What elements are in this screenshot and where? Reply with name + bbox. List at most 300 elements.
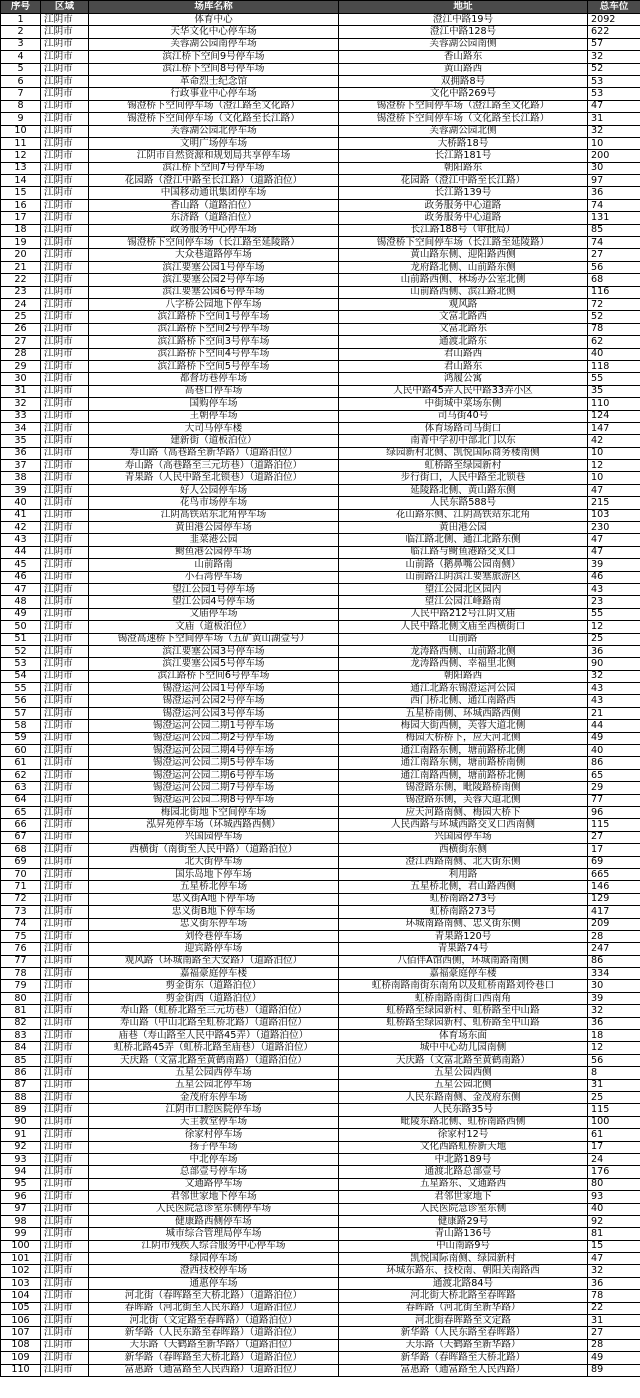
cell-index: 39	[1, 484, 41, 496]
cell-total-spaces: 32	[588, 51, 640, 63]
cell-address: 富惠路（通富路至人民西路）	[339, 1364, 588, 1376]
cell-total-spaces: 53	[588, 75, 640, 87]
cell-district: 江阴市	[41, 1265, 89, 1277]
table-row	[1, 608, 640, 620]
cell-district: 江阴市	[41, 373, 89, 385]
cell-index: 19	[1, 237, 41, 249]
cell-name: 庙巷（寿山路至人民中路45弄）（道路泊位）	[89, 1030, 339, 1042]
cell-address: 新华路（春晖路至大桥北路）	[339, 1352, 588, 1364]
cell-index: 36	[1, 447, 41, 459]
table-row	[1, 1129, 640, 1141]
cell-total-spaces: 17	[588, 1141, 640, 1153]
cell-address: 虹桥南路273号	[339, 906, 588, 918]
cell-index: 5	[1, 63, 41, 75]
cell-name: 滨江路桥下空间3号停车场	[89, 336, 339, 348]
cell-district: 江阴市	[41, 199, 89, 211]
cell-total-spaces: 334	[588, 968, 640, 980]
cell-index: 33	[1, 410, 41, 422]
cell-district: 江阴市	[41, 175, 89, 187]
cell-district: 江阴市	[41, 162, 89, 174]
cell-index: 67	[1, 831, 41, 843]
cell-district: 江阴市	[41, 621, 89, 633]
cell-name: 文明广场停车场	[89, 137, 339, 149]
cell-index: 74	[1, 918, 41, 930]
header-district: 区域	[41, 1, 89, 14]
table-row	[1, 113, 640, 125]
cell-district: 江阴市	[41, 484, 89, 496]
table-row	[1, 336, 640, 348]
cell-district: 江阴市	[41, 360, 89, 372]
cell-total-spaces: 622	[588, 26, 640, 38]
cell-name: 滨江桥下空间9号停车场	[89, 51, 339, 63]
cell-total-spaces: 55	[588, 608, 640, 620]
cell-address: 绿园新村北侧、凯悦国际商务楼南侧	[339, 447, 588, 459]
table-row	[1, 658, 640, 670]
cell-name: 滨江桥下空间7号停车场	[89, 162, 339, 174]
cell-address: 黄田港公园	[339, 522, 588, 534]
cell-address: 人民东路588号	[339, 497, 588, 509]
cell-index: 31	[1, 385, 41, 397]
cell-name: 人民医院急诊室东侧停车场	[89, 1203, 339, 1215]
cell-address: 春晖路（河北街至新华路）	[339, 1302, 588, 1314]
cell-total-spaces: 72	[588, 298, 640, 310]
cell-district: 江阴市	[41, 1315, 89, 1327]
cell-address: 青果路120号	[339, 930, 588, 942]
cell-index: 65	[1, 807, 41, 819]
table-row	[1, 26, 640, 38]
cell-name: 锡澄运河公园二期1号停车场	[89, 720, 339, 732]
cell-address: 青山路136号	[339, 1228, 588, 1240]
cell-address: 文富北路西	[339, 311, 588, 323]
cell-total-spaces: 40	[588, 348, 640, 360]
cell-name: 锡澄运河公园3号停车场	[89, 707, 339, 719]
cell-index: 69	[1, 856, 41, 868]
table-row	[1, 199, 640, 211]
cell-district: 江阴市	[41, 571, 89, 583]
cell-index: 78	[1, 968, 41, 980]
table-row	[1, 187, 640, 199]
cell-total-spaces: 18	[588, 1030, 640, 1042]
cell-index: 43	[1, 534, 41, 546]
cell-district: 江阴市	[41, 150, 89, 162]
table-row	[1, 807, 640, 819]
cell-district: 江阴市	[41, 1253, 89, 1265]
cell-total-spaces: 12	[588, 1042, 640, 1054]
cell-district: 江阴市	[41, 522, 89, 534]
table-row	[1, 137, 640, 149]
cell-index: 29	[1, 360, 41, 372]
cell-index: 79	[1, 980, 41, 992]
cell-total-spaces: 8	[588, 1067, 640, 1079]
cell-address: 龙涛路西侧、幸福里北侧	[339, 658, 588, 670]
cell-index: 58	[1, 720, 41, 732]
cell-district: 江阴市	[41, 1352, 89, 1364]
cell-index: 16	[1, 199, 41, 211]
table-row	[1, 472, 640, 484]
table-row	[1, 856, 640, 868]
cell-district: 江阴市	[41, 38, 89, 50]
cell-total-spaces: 17	[588, 844, 640, 856]
cell-total-spaces: 77	[588, 794, 640, 806]
cell-index: 90	[1, 1116, 41, 1128]
cell-name: 韭菜港公园	[89, 534, 339, 546]
cell-index: 28	[1, 348, 41, 360]
cell-index: 93	[1, 1153, 41, 1165]
cell-total-spaces: 35	[588, 385, 640, 397]
cell-name: 王朝停车场	[89, 410, 339, 422]
table-row	[1, 150, 640, 162]
table-row	[1, 249, 640, 261]
table-row	[1, 497, 640, 509]
cell-district: 江阴市	[41, 348, 89, 360]
table-row	[1, 583, 640, 595]
table-row	[1, 745, 640, 757]
table-row	[1, 323, 640, 335]
cell-address: 锡澄桥下空间停车场（澄江路至文化路）	[339, 100, 588, 112]
table-row	[1, 447, 640, 459]
cell-address: 天庆路（文富北路至黄鹤南路）	[339, 1054, 588, 1066]
cell-total-spaces: 147	[588, 422, 640, 434]
cell-index: 68	[1, 844, 41, 856]
cell-address: 五星公园西侧	[339, 1067, 588, 1079]
cell-address: 青果路74号	[339, 943, 588, 955]
cell-address: 龙府路北侧、山前路东侧	[339, 261, 588, 273]
cell-index: 81	[1, 1005, 41, 1017]
cell-district: 江阴市	[41, 534, 89, 546]
cell-name: 鲥鱼港公园停车场	[89, 546, 339, 558]
header-index: 序号	[1, 1, 41, 14]
cell-address: 文化西路虹桥新天地	[339, 1141, 588, 1153]
cell-total-spaces: 86	[588, 955, 640, 967]
cell-index: 53	[1, 658, 41, 670]
cell-name: 剪金街西（道路泊位）	[89, 992, 339, 1004]
cell-name: 芙蓉湖公园南停车场	[89, 38, 339, 50]
cell-total-spaces: 43	[588, 695, 640, 707]
cell-index: 105	[1, 1302, 41, 1314]
cell-index: 80	[1, 992, 41, 1004]
cell-address: 政务服务中心道路	[339, 199, 588, 211]
cell-address: 虹桥南路南街口西南角	[339, 992, 588, 1004]
cell-total-spaces: 28	[588, 1339, 640, 1351]
cell-address: 河北街春晖路至文定路	[339, 1315, 588, 1327]
cell-index: 25	[1, 311, 41, 323]
cell-total-spaces: 28	[588, 930, 640, 942]
cell-district: 江阴市	[41, 125, 89, 137]
cell-name: 忠义街东停车场	[89, 918, 339, 930]
cell-total-spaces: 116	[588, 286, 640, 298]
cell-address: 芙蓉湖公园南侧	[339, 38, 588, 50]
table-row	[1, 1253, 640, 1265]
cell-address: 鸿履公寓	[339, 373, 588, 385]
cell-total-spaces: 31	[588, 1315, 640, 1327]
cell-index: 89	[1, 1104, 41, 1116]
cell-index: 73	[1, 906, 41, 918]
table-row	[1, 224, 640, 236]
cell-index: 77	[1, 955, 41, 967]
cell-index: 49	[1, 608, 41, 620]
cell-index: 12	[1, 150, 41, 162]
cell-index: 85	[1, 1054, 41, 1066]
table-row	[1, 534, 640, 546]
cell-name: 兴国园停车场	[89, 831, 339, 843]
cell-total-spaces: 65	[588, 769, 640, 781]
cell-district: 江阴市	[41, 323, 89, 335]
cell-total-spaces: 47	[588, 546, 640, 558]
cell-total-spaces: 23	[588, 596, 640, 608]
table-row	[1, 63, 640, 75]
cell-address: 步行街口，人民中路至北锁巷	[339, 472, 588, 484]
cell-total-spaces: 32	[588, 1265, 640, 1277]
cell-name: 君邻世家地下停车场	[89, 1191, 339, 1203]
cell-total-spaces: 22	[588, 1302, 640, 1314]
cell-name: 新华路（春晖路至大桥北路）（道路泊位）	[89, 1352, 339, 1364]
cell-index: 71	[1, 881, 41, 893]
cell-district: 江阴市	[41, 856, 89, 868]
cell-index: 35	[1, 435, 41, 447]
cell-name: 天华文化中心停车场	[89, 26, 339, 38]
cell-address: 望江公园江峰路南	[339, 596, 588, 608]
table-row	[1, 88, 640, 100]
table-row	[1, 348, 640, 360]
table-row	[1, 1178, 640, 1190]
cell-name: 滨江路桥下空间5号停车场	[89, 360, 339, 372]
cell-district: 江阴市	[41, 608, 89, 620]
cell-district: 江阴市	[41, 51, 89, 63]
cell-total-spaces: 124	[588, 410, 640, 422]
cell-index: 64	[1, 794, 41, 806]
cell-index: 52	[1, 645, 41, 657]
table-row	[1, 707, 640, 719]
cell-index: 101	[1, 1253, 41, 1265]
cell-address: 体育场东面	[339, 1030, 588, 1042]
cell-total-spaces: 56	[588, 261, 640, 273]
cell-name: 迎宾路停车场	[89, 943, 339, 955]
cell-address: 虹桥南路273号	[339, 893, 588, 905]
cell-address: 五星路东、文通路西	[339, 1178, 588, 1190]
table-row	[1, 683, 640, 695]
cell-total-spaces: 93	[588, 1191, 640, 1203]
cell-address: 环城南路南侧、忠义街东侧	[339, 918, 588, 930]
cell-total-spaces: 215	[588, 497, 640, 509]
cell-name: 芙蓉湖公园北停车场	[89, 125, 339, 137]
cell-district: 江阴市	[41, 100, 89, 112]
table-row	[1, 695, 640, 707]
cell-name: 新华路（人民东路至春晖路）（道路泊位）	[89, 1327, 339, 1339]
cell-index: 48	[1, 596, 41, 608]
cell-index: 8	[1, 100, 41, 112]
cell-total-spaces: 56	[588, 1054, 640, 1066]
cell-district: 江阴市	[41, 868, 89, 880]
cell-total-spaces: 90	[588, 658, 640, 670]
header-total-spaces: 总车位	[588, 1, 640, 14]
cell-district: 江阴市	[41, 1327, 89, 1339]
table-row	[1, 1054, 640, 1066]
cell-total-spaces: 49	[588, 732, 640, 744]
cell-total-spaces: 129	[588, 893, 640, 905]
cell-total-spaces: 10	[588, 472, 640, 484]
cell-address: 通江南路东侧，塘前路桥北侧	[339, 745, 588, 757]
cell-total-spaces: 46	[588, 571, 640, 583]
cell-name: 西横街（南街至人民中路）（道路泊位）	[89, 844, 339, 856]
cell-total-spaces: 24	[588, 1153, 640, 1165]
cell-index: 56	[1, 695, 41, 707]
cell-district: 江阴市	[41, 633, 89, 645]
cell-index: 11	[1, 137, 41, 149]
cell-total-spaces: 78	[588, 323, 640, 335]
cell-address: 龙涛路西侧、山前路北侧	[339, 645, 588, 657]
cell-district: 江阴市	[41, 559, 89, 571]
table-row	[1, 298, 640, 310]
cell-index: 72	[1, 893, 41, 905]
cell-district: 江阴市	[41, 75, 89, 87]
table-row	[1, 1315, 640, 1327]
cell-address: 中北路189号	[339, 1153, 588, 1165]
table-row	[1, 1191, 640, 1203]
cell-index: 84	[1, 1042, 41, 1054]
cell-name: 刘伶巷停车场	[89, 930, 339, 942]
header-address: 地址	[339, 1, 588, 14]
cell-total-spaces: 74	[588, 237, 640, 249]
cell-name: 政务服务中心停车场	[89, 224, 339, 236]
cell-address: 虹桥路至绿园新村	[339, 460, 588, 472]
cell-address: 大桥路18号	[339, 137, 588, 149]
cell-total-spaces: 39	[588, 559, 640, 571]
cell-district: 江阴市	[41, 670, 89, 682]
cell-name: 八字桥公园地下停车场	[89, 298, 339, 310]
cell-address: 临江路与鲥鱼港路交叉口	[339, 546, 588, 558]
cell-total-spaces: 81	[588, 1228, 640, 1240]
cell-address: 天乐路（天鹤路至新华路）	[339, 1339, 588, 1351]
cell-name: 革命烈士纪念馆	[89, 75, 339, 87]
cell-name: 东济路（道路泊位）	[89, 212, 339, 224]
cell-total-spaces: 85	[588, 224, 640, 236]
table-body	[1, 14, 640, 1377]
cell-address: 人民东路35号	[339, 1104, 588, 1116]
cell-index: 3	[1, 38, 41, 50]
cell-district: 江阴市	[41, 683, 89, 695]
cell-district: 江阴市	[41, 1339, 89, 1351]
cell-name: 五星公园西停车场	[89, 1067, 339, 1079]
table-row	[1, 1116, 640, 1128]
table-row	[1, 75, 640, 87]
cell-total-spaces: 131	[588, 212, 640, 224]
table-row	[1, 237, 640, 249]
cell-total-spaces: 53	[588, 88, 640, 100]
cell-district: 江阴市	[41, 1067, 89, 1079]
cell-district: 江阴市	[41, 88, 89, 100]
cell-address: 人民中路北侧文庙至西横街口	[339, 621, 588, 633]
cell-district: 江阴市	[41, 881, 89, 893]
cell-index: 57	[1, 707, 41, 719]
cell-name: 寿山路（高巷路至三元坊巷）（道路泊位）	[89, 460, 339, 472]
cell-index: 95	[1, 1178, 41, 1190]
cell-name: 五星公园北停车场	[89, 1079, 339, 1091]
table-row	[1, 1104, 640, 1116]
cell-address: 长江路188号（审批局）	[339, 224, 588, 236]
cell-name: 香山路（道路泊位）	[89, 199, 339, 211]
cell-total-spaces: 12	[588, 460, 640, 472]
table-row	[1, 1352, 640, 1364]
cell-address: 凯悦国际南侧、绿园新村	[339, 1253, 588, 1265]
cell-district: 江阴市	[41, 422, 89, 434]
cell-address: 花山路东侧、江阴高铁站东北角	[339, 509, 588, 521]
table-row	[1, 844, 640, 856]
table-row	[1, 435, 640, 447]
cell-district: 江阴市	[41, 732, 89, 744]
cell-district: 江阴市	[41, 336, 89, 348]
cell-district: 江阴市	[41, 1017, 89, 1029]
cell-name: 城市综合管理局停车场	[89, 1228, 339, 1240]
cell-district: 江阴市	[41, 1215, 89, 1227]
cell-total-spaces: 15	[588, 1240, 640, 1252]
table-row	[1, 906, 640, 918]
cell-name: 滨江路桥下空间4号停车场	[89, 348, 339, 360]
cell-district: 江阴市	[41, 63, 89, 75]
cell-index: 63	[1, 782, 41, 794]
cell-name: 滨江桥下空间8号停车场	[89, 63, 339, 75]
cell-address: 君邻世家地下	[339, 1191, 588, 1203]
table-row	[1, 261, 640, 273]
cell-name: 望江公园4号停车场	[89, 596, 339, 608]
table-row	[1, 670, 640, 682]
cell-address: 嘉福豪庭停车楼	[339, 968, 588, 980]
cell-name: 澄西技校停车场	[89, 1265, 339, 1277]
cell-total-spaces: 62	[588, 336, 640, 348]
cell-index: 83	[1, 1030, 41, 1042]
cell-index: 1	[1, 14, 41, 26]
table-row	[1, 559, 640, 571]
cell-district: 江阴市	[41, 893, 89, 905]
cell-district: 江阴市	[41, 212, 89, 224]
cell-district: 江阴市	[41, 794, 89, 806]
cell-district: 江阴市	[41, 113, 89, 125]
cell-address: 山前路（鹅鼻嘴公园南侧）	[339, 559, 588, 571]
cell-address: 八佰伴A馆西侧，环城南路南侧	[339, 955, 588, 967]
table-row	[1, 1091, 640, 1103]
cell-name: 行政事业中心停车场	[89, 88, 339, 100]
table-row	[1, 1153, 640, 1165]
cell-address: 五星桥南侧、环城西路西侧	[339, 707, 588, 719]
cell-district: 江阴市	[41, 707, 89, 719]
table-row	[1, 1030, 640, 1042]
cell-address: 山前路西侧、滨江路北侧	[339, 286, 588, 298]
cell-index: 109	[1, 1352, 41, 1364]
cell-index: 46	[1, 571, 41, 583]
cell-total-spaces: 55	[588, 373, 640, 385]
cell-total-spaces: 69	[588, 856, 640, 868]
cell-district: 江阴市	[41, 596, 89, 608]
cell-name: 小石湾停车场	[89, 571, 339, 583]
cell-name: 好人公园停车场	[89, 484, 339, 496]
table-row	[1, 14, 640, 26]
cell-address: 西横街东侧	[339, 844, 588, 856]
cell-total-spaces: 146	[588, 881, 640, 893]
cell-district: 江阴市	[41, 658, 89, 670]
cell-total-spaces: 25	[588, 633, 640, 645]
cell-index: 51	[1, 633, 41, 645]
cell-district: 江阴市	[41, 918, 89, 930]
cell-name: 中国移动通讯集团停车场	[89, 187, 339, 199]
cell-index: 55	[1, 683, 41, 695]
cell-name: 滨江路桥下空间6号停车场	[89, 670, 339, 682]
table-row	[1, 918, 640, 930]
cell-name: 寿山路（中山北路至虹桥北路）（道路泊位）	[89, 1017, 339, 1029]
cell-name: 锡澄高速桥下空间停车场（五矿黄山湖壹号）	[89, 633, 339, 645]
cell-name: 滨江要塞公园3号停车场	[89, 645, 339, 657]
cell-total-spaces: 665	[588, 868, 640, 880]
table-row	[1, 460, 640, 472]
table-row	[1, 1277, 640, 1289]
